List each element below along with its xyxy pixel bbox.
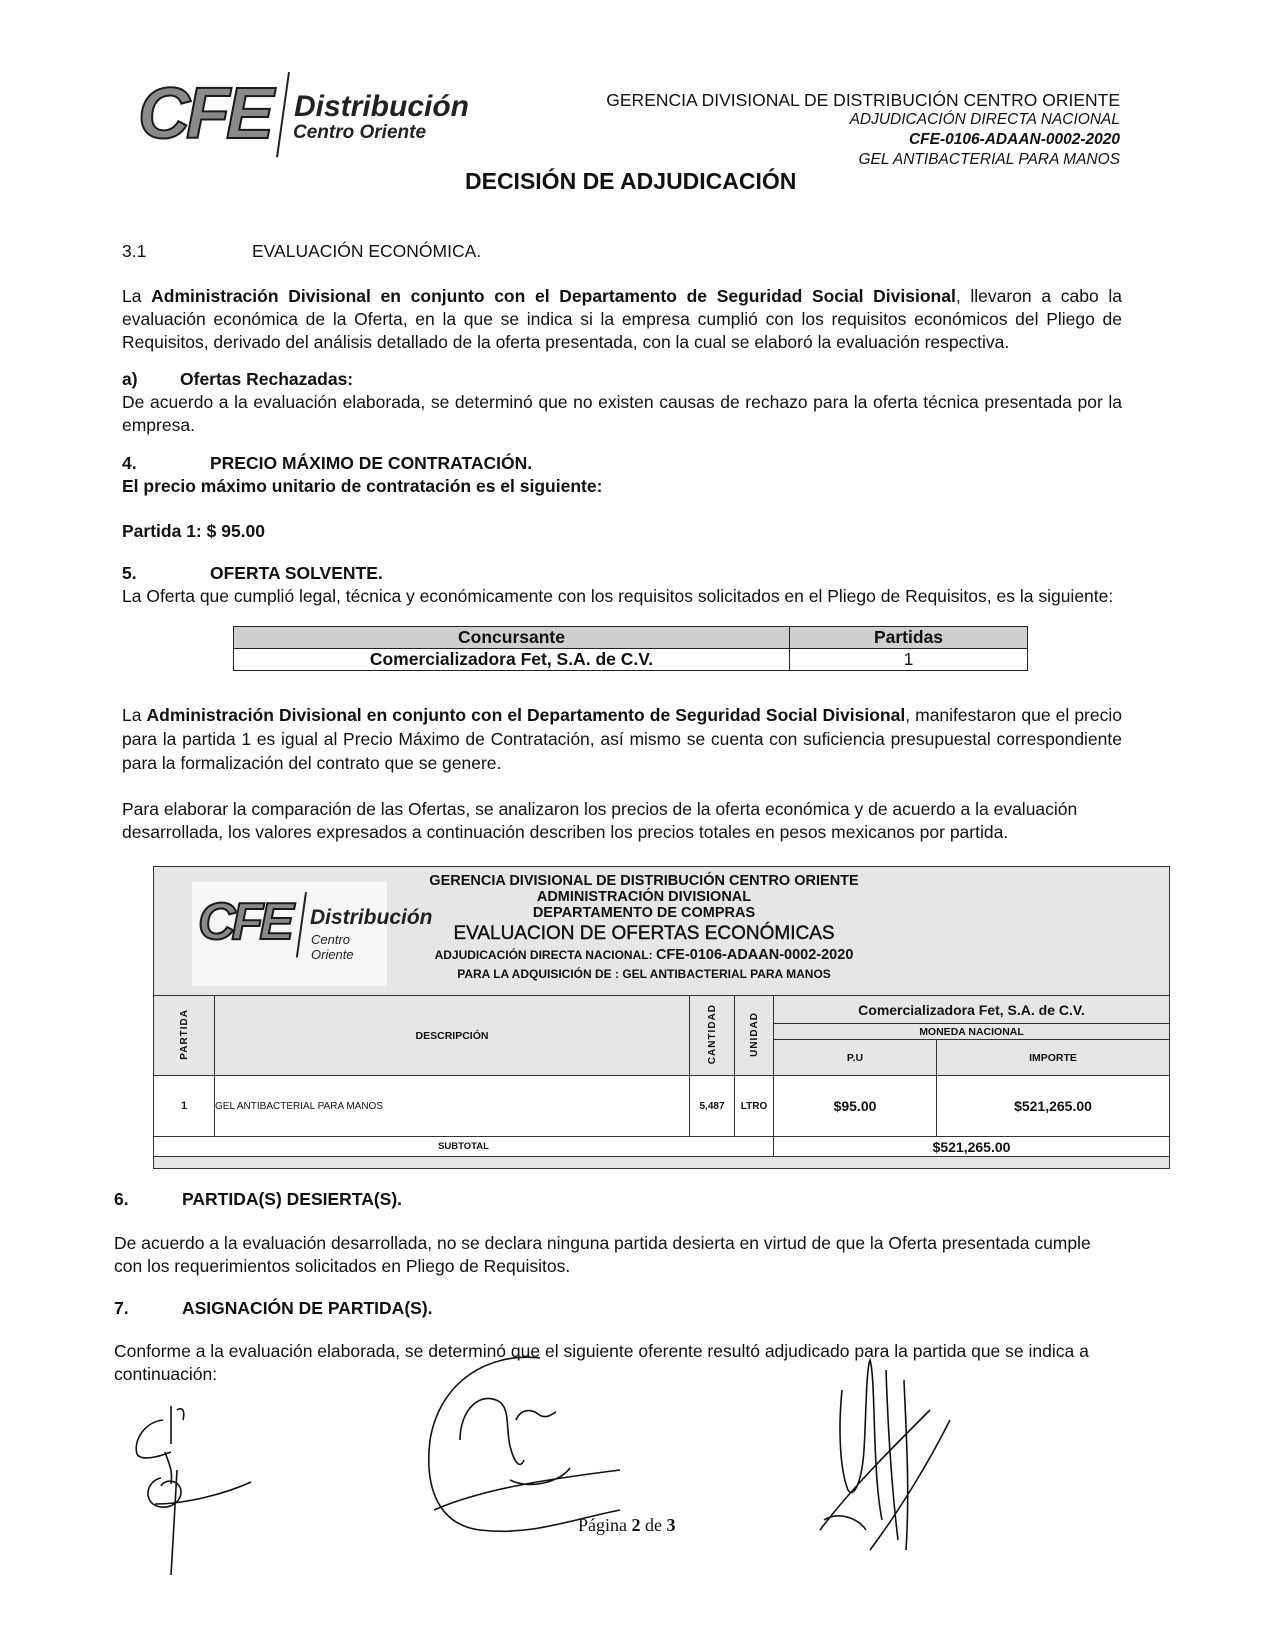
solvent-offer-table: [233, 626, 1028, 671]
eval-logo-divider: [296, 892, 307, 958]
col-bidder: Comercializadora Fet, S.A. de C.V.: [774, 996, 1170, 1024]
subsection-label: a): [122, 369, 138, 389]
col-unidad-label: UNIDAD: [748, 1011, 760, 1057]
section-5-paragraph-3: Para elaborar la comparación de las Ofertas, se analizaron los precios de la oferta económica y de acuerdo a la evaluación desarrollada, los valores expresados a continuación describen los precios totales en pesos mexicanos por partida.: [122, 799, 1078, 842]
subtotal-row: [154, 1137, 1170, 1157]
logo-divider: [276, 72, 290, 157]
page-current: 2: [631, 1515, 641, 1535]
eval-procedure-number: CFE-0106-ADAAN-0002-2020: [655, 947, 854, 963]
page-number: [578, 1515, 676, 1536]
col-cantidad: [690, 996, 735, 1076]
para-text: La: [122, 286, 152, 306]
section-4-subtitle: El precio máximo unitario de contratación es el siguiente:: [122, 476, 603, 496]
section-5-intro: La Oferta que cumplió legal, técnica y económicamente con los requisitos solicitados en el Pliego de Requisitos, es la siguiente:: [122, 586, 1114, 606]
subtotal-value: $521,265.00: [774, 1137, 1170, 1157]
document-title: DECISIÓN DE ADJUDICACIÓN: [465, 168, 797, 194]
eval-subject: PARA LA ADQUISICIÓN DE : GEL ANTIBACTERIAL PARA MANOS: [457, 967, 831, 981]
header-procedure-number: CFE-0106-ADAAN-0002-2020: [908, 131, 1120, 148]
section-title: ASIGNACIÓN DE PARTIDA(S).: [182, 1298, 433, 1318]
cell-importe: $521,265.00: [937, 1076, 1170, 1137]
col-descripcion: DESCRIPCIÓN: [215, 996, 690, 1076]
column-header-partidas: Partidas: [790, 627, 1028, 649]
section-number: 5.: [122, 563, 137, 583]
eval-title: EVALUACION DE OFERTAS ECONÓMICAS: [453, 923, 835, 944]
para-text: , llevaron a cabo la evaluación económica de la Oferta, en la que se indica si la empresa cumplió con los requisitos económicos del Pliego de Requisitos, derivado del análisis detallado de la oferta presentada, con la cual se elaboró la evaluación respectiva.: [122, 286, 1122, 352]
para-bold: Administración Divisional en conjunto con el Departamento de Seguridad Social Divisional: [146, 705, 906, 725]
eval-grid: [153, 995, 1170, 1157]
section-number: 7.: [114, 1298, 129, 1318]
eval-logo-brand: CFE: [198, 893, 290, 951]
col-cantidad-label: CANTIDAD: [706, 1003, 718, 1065]
section-3-1-heading: [122, 240, 1122, 263]
col-unidad: [735, 996, 774, 1076]
section-title: EVALUACIÓN ECONÓMICA.: [252, 241, 482, 261]
economic-evaluation-table: [153, 866, 1170, 1169]
section-5-paragraph-2: [122, 703, 1122, 775]
eval-header-row: [154, 996, 1170, 1024]
header-info: [560, 90, 1120, 170]
header-procedure-type: ADJUDICACIÓN DIRECTA NACIONAL: [849, 111, 1120, 128]
cell-pu: $95.00: [774, 1076, 937, 1137]
section-5-heading: [122, 562, 1122, 585]
eval-heading: [404, 873, 884, 981]
signature-1-icon: [125, 1400, 275, 1580]
header-org: GERENCIA DIVISIONAL DE DISTRIBUCIÓN CENTRO ORIENTE: [606, 90, 1120, 110]
section-6-heading: [114, 1188, 1114, 1211]
section-7-heading: [114, 1297, 1114, 1320]
section-number: 6.: [114, 1189, 129, 1209]
para-text: , manifestaron que el precio para la partida 1 es igual al Precio Máximo de Contratación, así mismo se cuenta con suficiencia presupuestal correspondiente para la formalización del contrato que se genere.: [122, 705, 1122, 773]
subsection-title: Ofertas Rechazadas:: [180, 369, 354, 389]
cell-concursante: Comercializadora Fet, S.A. de C.V.: [234, 649, 790, 671]
cell-cantidad: 5,487: [690, 1076, 735, 1137]
page-word: Página: [578, 1515, 627, 1535]
section-number: 4.: [122, 453, 137, 473]
header-subject: GEL ANTIBACTERIAL PARA MANOS: [858, 151, 1120, 168]
section-title: OFERTA SOLVENTE.: [210, 563, 383, 583]
subsection-a-heading: [122, 368, 1122, 391]
col-partida-label: PARTIDA: [178, 1008, 190, 1060]
para-bold: Administración Divisional en conjunto con el Departamento de Seguridad Social Divisional: [151, 286, 956, 306]
page-total: 3: [666, 1515, 676, 1535]
eval-procedure: [404, 947, 884, 963]
eval-logo-division: Distribución: [310, 906, 433, 929]
section-6-text: De acuerdo a la evaluación desarrollada, no se declara ninguna partida desierta en virtud de que la Oferta presentada cumple con los requerimientos solicitados en Pliego de Requisitos.: [114, 1233, 1091, 1276]
eval-logo: [192, 882, 433, 986]
page-of: de: [645, 1515, 662, 1535]
column-header-concursante: Concursante: [234, 627, 790, 649]
section-title: PRECIO MÁXIMO DE CONTRATACIÓN.: [210, 453, 533, 473]
section-title: PARTIDA(S) DESIERTA(S).: [182, 1189, 403, 1209]
col-partida: [154, 996, 215, 1076]
logo-division: Distribución: [294, 90, 470, 123]
col-importe: IMPORTE: [937, 1040, 1170, 1076]
section-number: 3.1: [122, 241, 147, 261]
table-header-row: [234, 627, 1028, 649]
eval-dept: DEPARTAMENTO DE COMPRAS: [532, 905, 756, 921]
cell-partidas: 1: [790, 649, 1028, 671]
cell-partida: 1: [154, 1076, 215, 1137]
section-4-heading: [122, 452, 1122, 475]
section-3-1-paragraph: [122, 285, 1122, 354]
section-7-text: Conforme a la evaluación elaborada, se determinó que el siguiente oferente resultó adjudicado para la partida que se indica a continuación:: [114, 1341, 1089, 1384]
cfe-logo: [138, 74, 498, 158]
col-pu: P.U: [774, 1040, 937, 1076]
signature-3-icon: [810, 1350, 980, 1570]
eval-logo-region: Centro Oriente: [311, 932, 354, 962]
partida-max-price: Partida 1: $ 95.00: [122, 521, 265, 541]
eval-procedure-label: ADJUDICACIÓN DIRECTA NACIONAL:: [434, 948, 653, 962]
col-currency: MONEDA NACIONAL: [774, 1024, 1170, 1040]
logo-brand: CFE: [138, 74, 270, 154]
eval-admin: ADMINISTRACIÓN DIVISIONAL: [536, 889, 752, 905]
subsection-a-text: De acuerdo a la evaluación elaborada, se determinó que no existen causas de rechazo para la oferta técnica presentada por la empresa.: [122, 392, 1122, 435]
logo-region: Centro Oriente: [293, 122, 427, 143]
cell-unidad: LTRO: [735, 1076, 774, 1137]
subtotal-label: SUBTOTAL: [154, 1137, 774, 1157]
table-row: [234, 649, 1028, 671]
para-text: La: [122, 705, 147, 725]
cell-descripcion: GEL ANTIBACTERIAL PARA MANOS: [215, 1076, 690, 1137]
eval-org: GERENCIA DIVISIONAL DE DISTRIBUCIÓN CENTRO ORIENTE: [429, 873, 859, 889]
table-row: [154, 1076, 1170, 1137]
